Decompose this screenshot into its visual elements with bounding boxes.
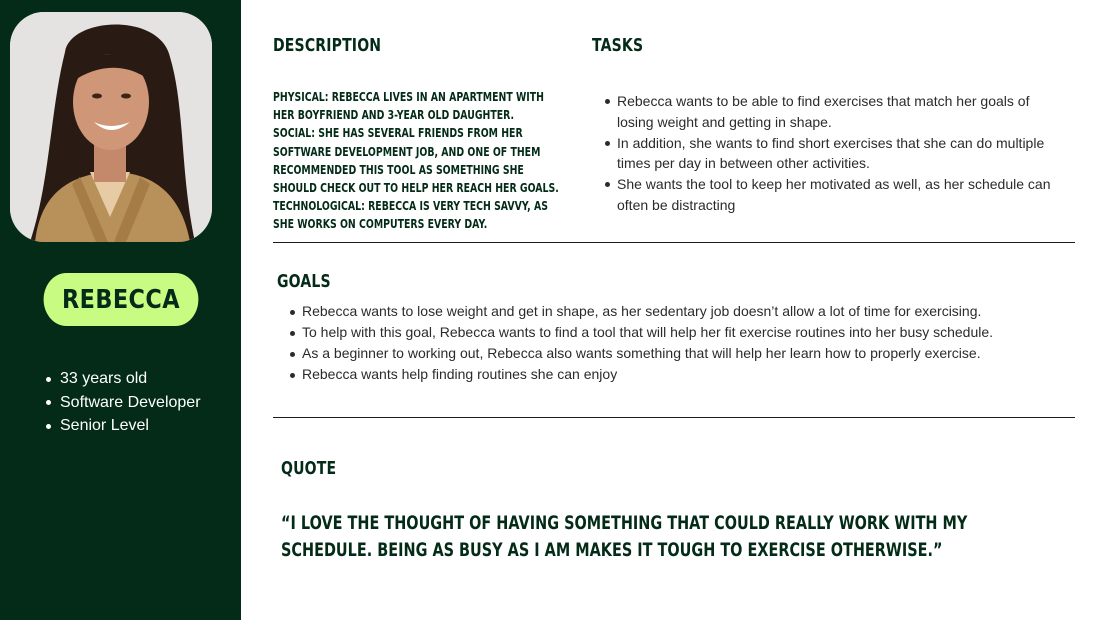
description-social: SOCIAL: SHE HAS SEVERAL FRIENDS FROM HER SOFTWARE DEVELOPMENT JOB, AND ONE OF THEM RECOMMENDED THIS TOOL AS SOMETHING SHE SHOULD CHECK OUT TO HELP HER REACH HER GOALS. xyxy=(273,126,559,196)
persona-photo xyxy=(10,12,212,242)
goals-heading: GOALS xyxy=(277,271,331,292)
description-technological: TECHNOLOGICAL: REBECCA IS VERY TECH SAVVY, AS SHE WORKS ON COMPUTERS EVERY DAY. xyxy=(273,199,548,232)
description-heading: DESCRIPTION xyxy=(273,35,382,56)
trait-occupation: Software Developer xyxy=(44,391,201,415)
description-physical: PHYSICAL: REBECCA LIVES IN AN APARTMENT WITH HER BOYFRIEND AND 3-YEAR OLD DAUGHTER. xyxy=(273,90,545,123)
list-item: Rebecca wants to lose weight and get in shape, as her sedentary job doesn’t allow a lot of time for exercising. xyxy=(288,301,1068,322)
list-item: To help with this goal, Rebecca wants to find a tool that will help her fit exercise routines into her busy schedule. xyxy=(288,322,1068,343)
goals-list xyxy=(288,301,1068,385)
persona-name: REBECCA xyxy=(62,284,180,315)
section-divider xyxy=(273,417,1075,418)
description-text xyxy=(273,88,562,234)
list-item: As a beginner to working out, Rebecca also wants something that will help her learn how to properly exercise. xyxy=(288,343,1068,364)
persona-portrait-illustration xyxy=(10,12,212,242)
persona-sidebar xyxy=(0,0,241,620)
tasks-list xyxy=(604,91,1054,216)
list-item: Rebecca wants to be able to find exercises that match her goals of losing weight and getting in shape. xyxy=(604,91,1054,133)
persona-traits-list xyxy=(44,367,201,438)
persona-name-badge xyxy=(44,273,199,326)
tasks-heading: TASKS xyxy=(592,35,644,56)
list-item: In addition, she wants to find short exercises that she can do multiple times per day in between other activities. xyxy=(604,133,1054,175)
trait-level: Senior Level xyxy=(44,414,201,438)
trait-age: 33 years old xyxy=(44,367,201,391)
quote-body: “I LOVE THE THOUGHT OF HAVING SOMETHING THAT COULD REALLY WORK WITH MY SCHEDULE. BEING AS BUSY AS I AM MAKES IT TOUGH TO EXERCISE OTHERWISE.” xyxy=(281,512,968,561)
list-item: Rebecca wants help finding routines she can enjoy xyxy=(288,364,1068,385)
section-divider xyxy=(273,242,1075,243)
quote-heading: QUOTE xyxy=(281,458,337,479)
quote-text xyxy=(281,510,1041,564)
list-item: She wants the tool to keep her motivated as well, as her schedule can often be distracting xyxy=(604,174,1054,216)
